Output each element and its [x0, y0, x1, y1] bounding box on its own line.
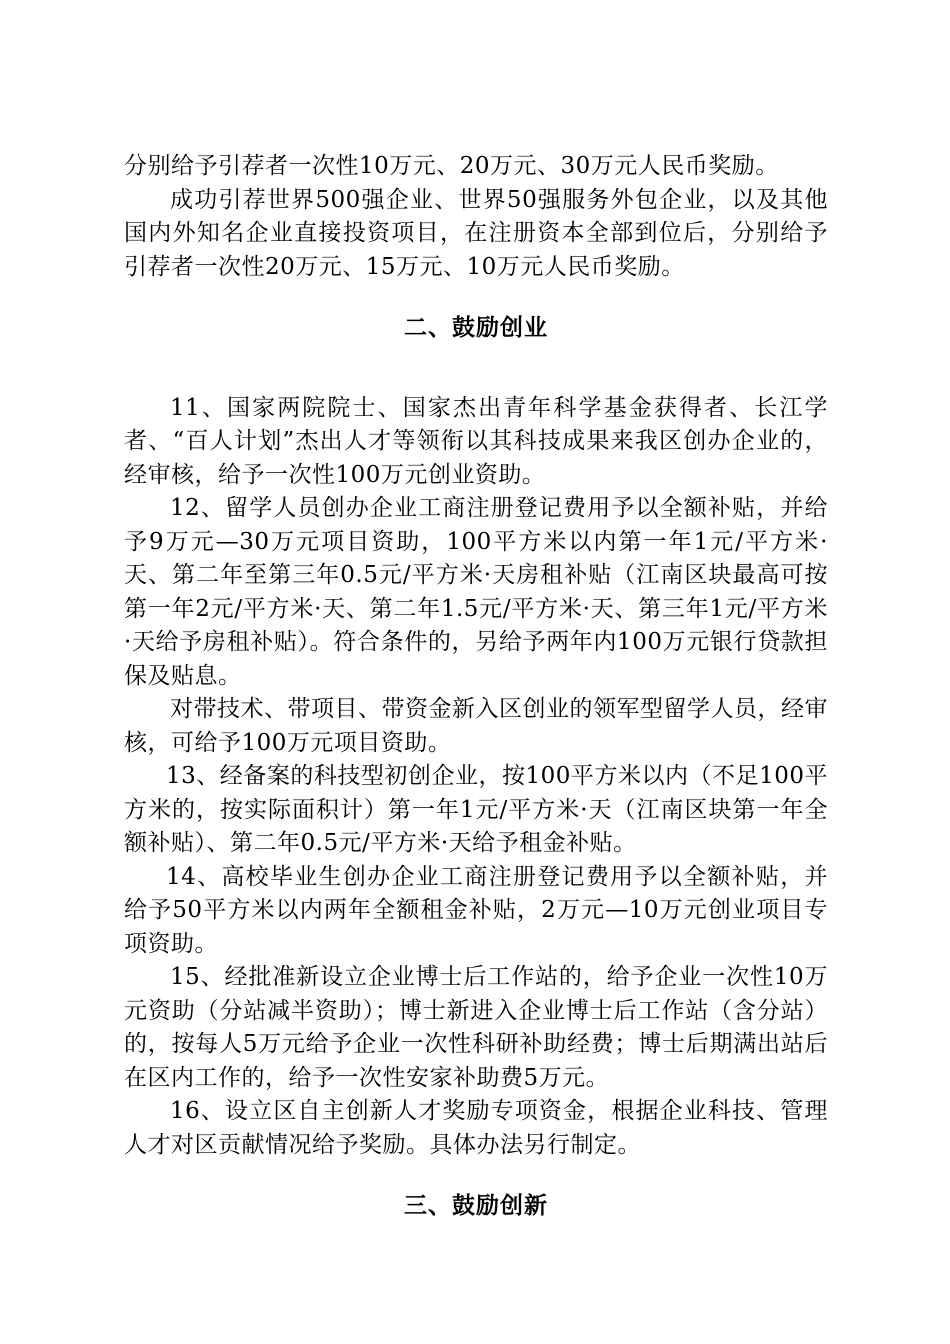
document-page — [124, 150, 828, 1224]
item-11: 11、国家两院院士、国家杰出青年科学基金获得者、长江学者、“百人计划”杰出人才等领衔以其科技成果来我区创办企业的，经审核，给予一次性100万元创业资助。 — [124, 394, 828, 488]
item-12-supplement: 对带技术、带项目、带资金新入区创业的领军型留学人员，经审核，可给予100万元项目资助。 — [124, 696, 828, 756]
item-13: 13、经备案的科技型初创企业，按100平方米以内（不足100平方米的，按实际面积计）第一年1元/平方米·天（江南区块第一年全额补贴）、第二年0.5元/平方米·天给予租金补贴。 — [124, 763, 828, 856]
section-heading-encourage-innovation: 三、鼓励创新 — [404, 1193, 548, 1219]
section-heading-encourage-startup: 二、鼓励创业 — [404, 315, 548, 341]
intro-paragraph: 成功引荐世界500强企业、世界50强服务外包企业，以及其他国内外知名企业直接投资项目，在注册资本全部到位后，分别给予引荐者一次性20万元、15万元、10万元人民币奖励。 — [124, 186, 828, 280]
item-16: 16、设立区自主创新人才奖励专项资金，根据企业科技、管理人才对区贡献情况给予奖励。具体办法另行制定。 — [124, 1098, 828, 1158]
item-15: 15、经批准新设立企业博士后工作站的，给予企业一次性10万元资助（分站减半资助）；博士新进入企业博士后工作站（含分站）的，按每人5万元给予企业一次性科研补助经费；博士后期满出站后在区内工作的，给予一次性安家补助费5万元。 — [124, 964, 828, 1091]
item-14: 14、高校毕业生创办企业工商注册登记费用予以全额补贴，并给予50平方米以内两年全额租金补贴，2万元—10万元创业项目专项资助。 — [124, 863, 828, 957]
item-12: 12、留学人员创办企业工商注册登记费用予以全额补贴，并给予9万元—30万元项目资助，100平方米以内第一年1元/平方米·天、第二年至第三年0.5元/平方米·天房租补贴（江南区块最高可按第一年2元/平方米·天、第二年1.5元/平方米·天、第三年1元/平方米·天给予房租补贴）。符合条件的，另给予两年内100万元银行贷款担保及贴息。 — [124, 495, 828, 689]
intro-continuation: 分别给予引荐者一次性10万元、20万元、30万元人民币奖励。 — [124, 153, 779, 179]
